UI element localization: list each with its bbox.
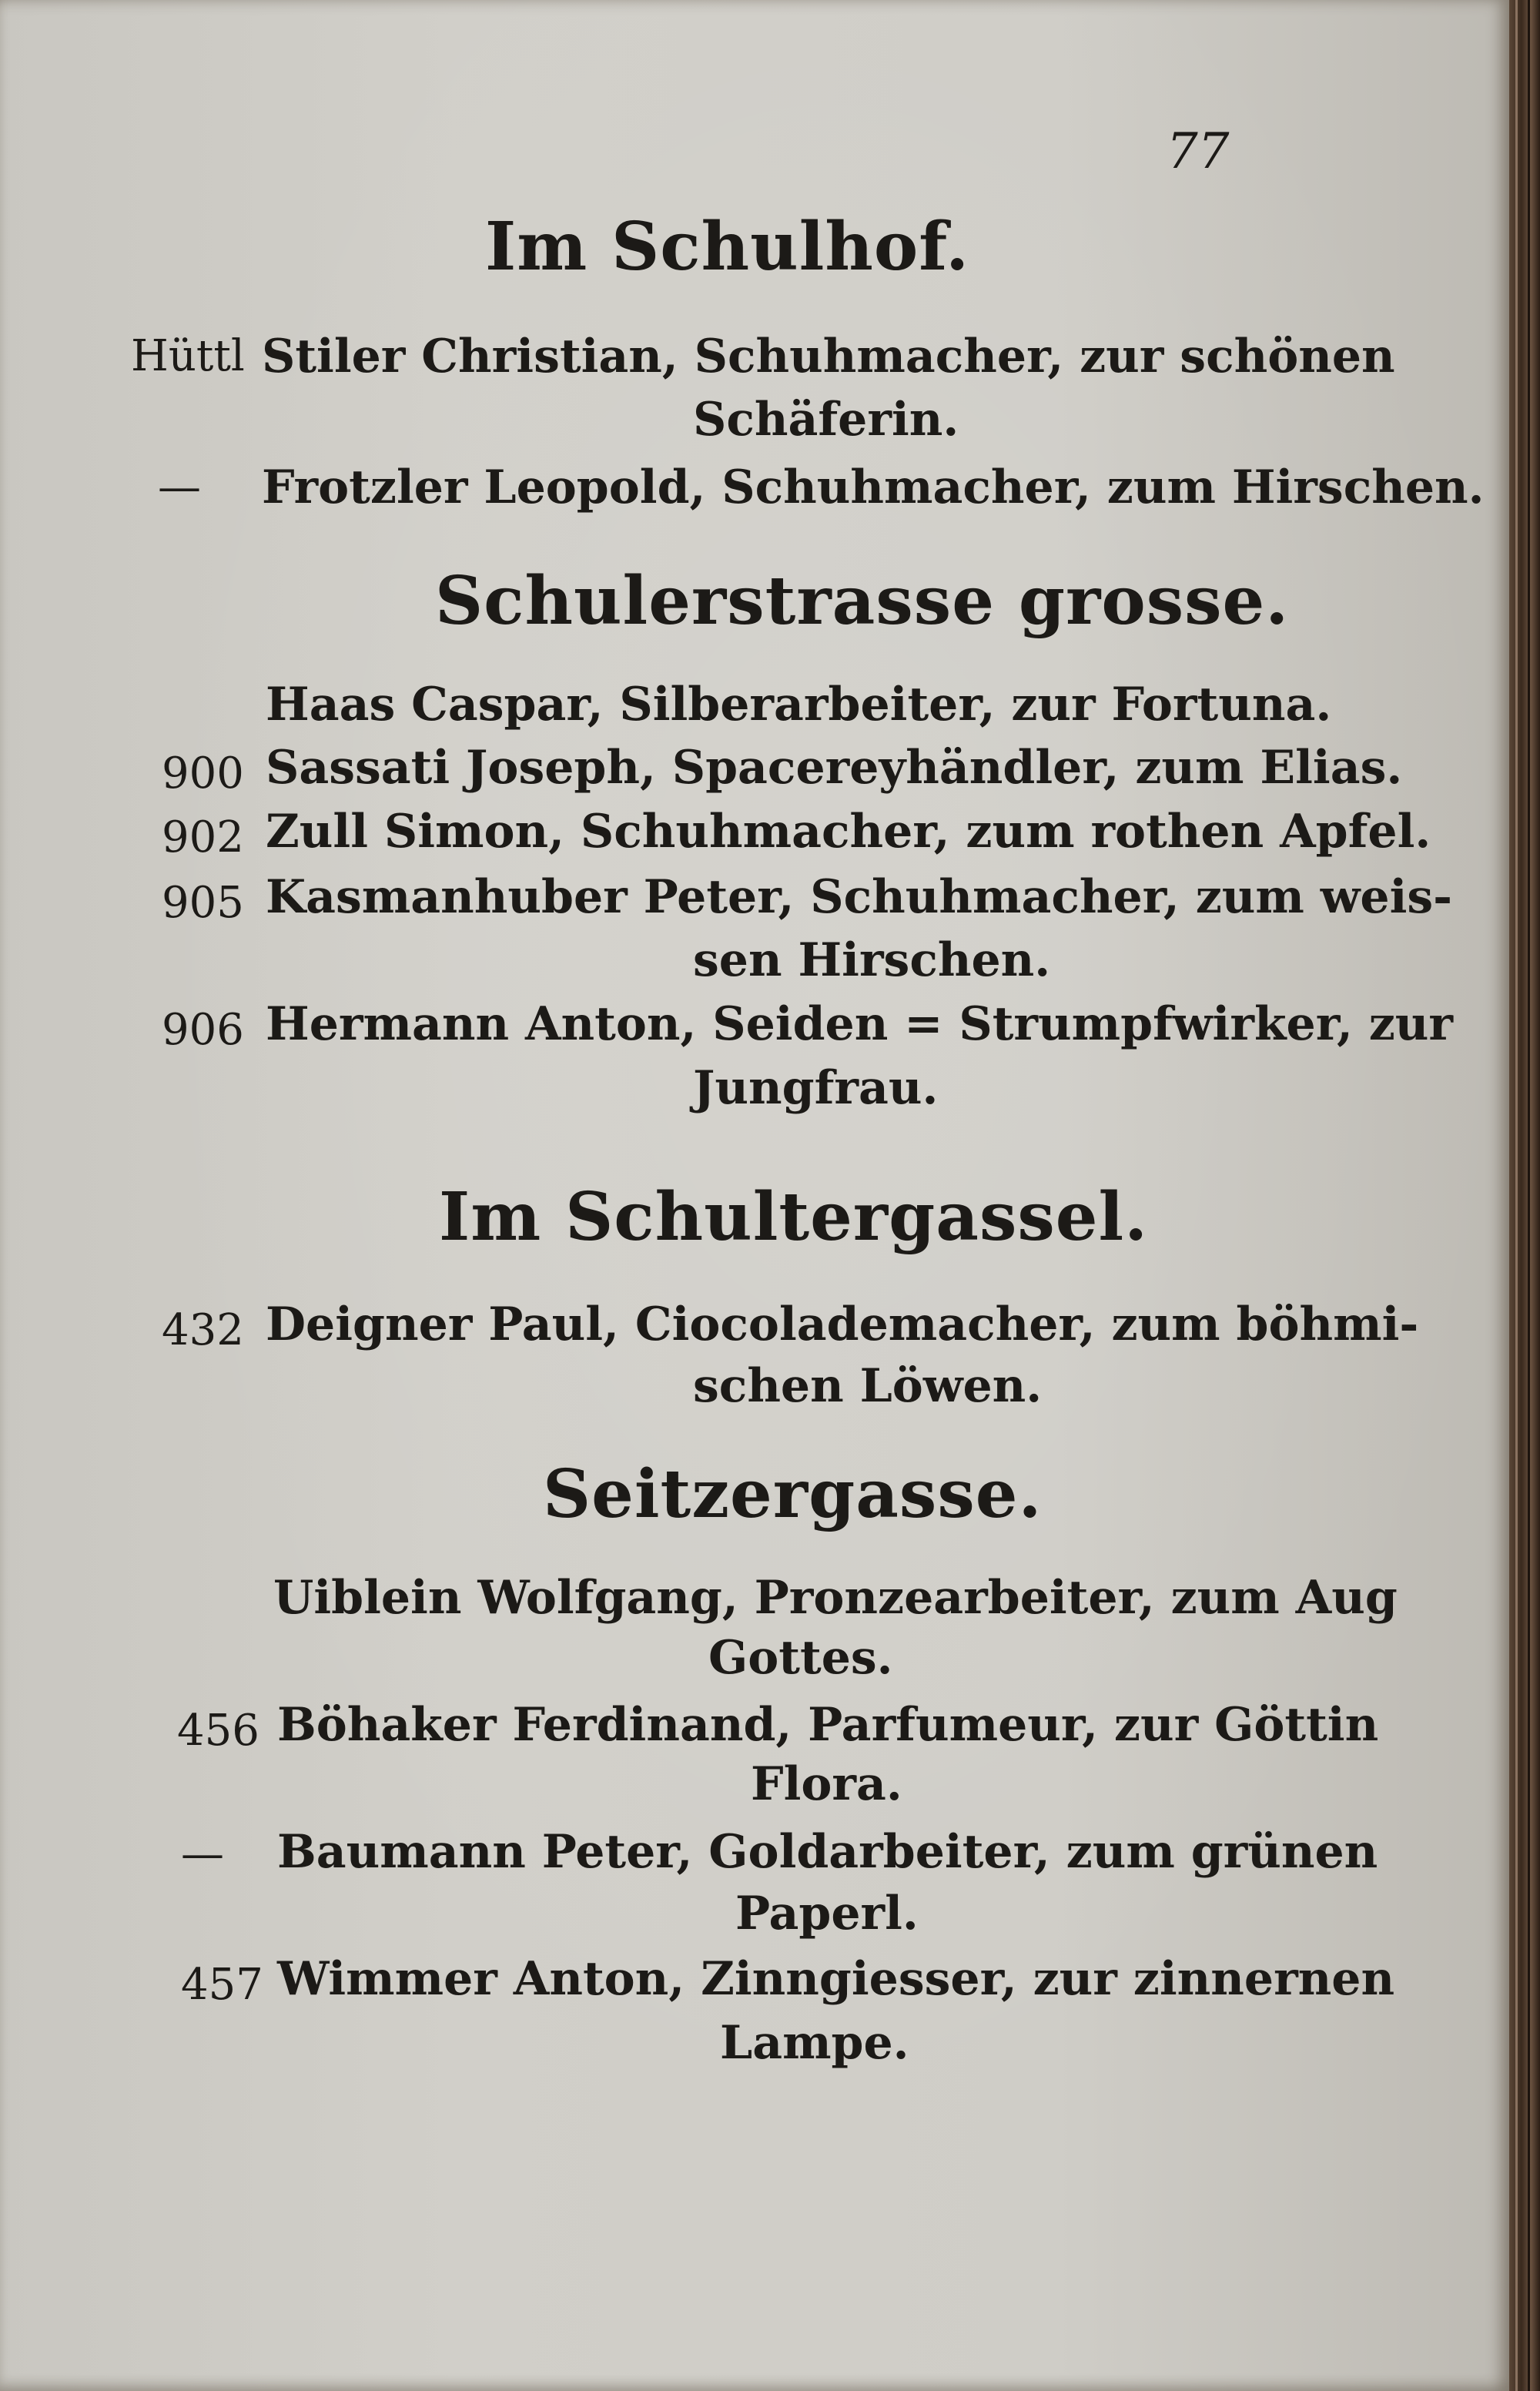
entry-continuation: Paperl. bbox=[735, 1887, 919, 1941]
section-heading: Im Schultergassel. bbox=[439, 1178, 1149, 1256]
entry-text: Hermann Anton, Seiden = Strumpfwirker, zur bbox=[266, 997, 1454, 1051]
page-number: 77 bbox=[1167, 123, 1230, 180]
entry-continuation: sen Hirschen. bbox=[693, 933, 1051, 987]
edge-highlight bbox=[1515, 0, 1518, 2391]
entry-number: 456 bbox=[177, 1706, 259, 1756]
entry-number: — bbox=[158, 462, 201, 512]
section-heading: Im Schulhof. bbox=[485, 208, 970, 286]
entry-text: Stiler Christian, Schuhmacher, zur schönen bbox=[262, 330, 1395, 383]
entry-text: Frotzler Leopold, Schuhmacher, zum Hirschen. bbox=[262, 460, 1485, 514]
entry-text: Baumann Peter, Goldarbeiter, zum grünen bbox=[277, 1825, 1378, 1879]
entry-number: 457 bbox=[181, 1960, 263, 2010]
edge-shadow bbox=[1528, 0, 1530, 2391]
section-heading: Seitzergasse. bbox=[543, 1455, 1043, 1533]
entry-number: — bbox=[181, 1829, 224, 1879]
entry-number: 900 bbox=[162, 748, 244, 799]
entry-continuation: Gottes. bbox=[708, 1631, 893, 1685]
entry-continuation: Jungfrau. bbox=[693, 1061, 939, 1115]
entry-text: Böhaker Ferdinand, Parfumeur, zur Göttin bbox=[277, 1698, 1379, 1752]
entry-number: 432 bbox=[162, 1305, 244, 1355]
entry-text: Kasmanhuber Peter, Schuhmacher, zum weis- bbox=[266, 870, 1453, 924]
entry-text: Haas Caspar, Silberarbeiter, zur Fortuna. bbox=[266, 678, 1332, 732]
entry-number: 906 bbox=[162, 1005, 244, 1055]
entry-number: 905 bbox=[162, 878, 244, 928]
book-edge bbox=[1509, 0, 1540, 2391]
entry-number: 902 bbox=[162, 812, 244, 862]
entry-text: Wimmer Anton, Zinngiesser, zur zinnernen bbox=[277, 1952, 1395, 2006]
section-heading: Schulerstrasse grosse. bbox=[435, 562, 1290, 640]
entry-continuation: schen Löwen. bbox=[693, 1359, 1043, 1413]
entry-text: Sassati Joseph, Spacereyhändler, zum Elias. bbox=[266, 741, 1403, 795]
entry-continuation: Lampe. bbox=[720, 2016, 909, 2070]
entry-text: Zull Simon, Schuhmacher, zum rothen Apfel. bbox=[266, 805, 1431, 859]
entry-continuation: Flora. bbox=[751, 1757, 902, 1811]
entry-number: Hüttl bbox=[131, 331, 245, 381]
entry-text: Uiblein Wolfgang, Pronzearbeiter, zum Aug bbox=[273, 1571, 1398, 1625]
entry-continuation: Schäferin. bbox=[693, 393, 959, 447]
entry-text: Deigner Paul, Ciocolademacher, zum böhmi- bbox=[266, 1298, 1419, 1351]
